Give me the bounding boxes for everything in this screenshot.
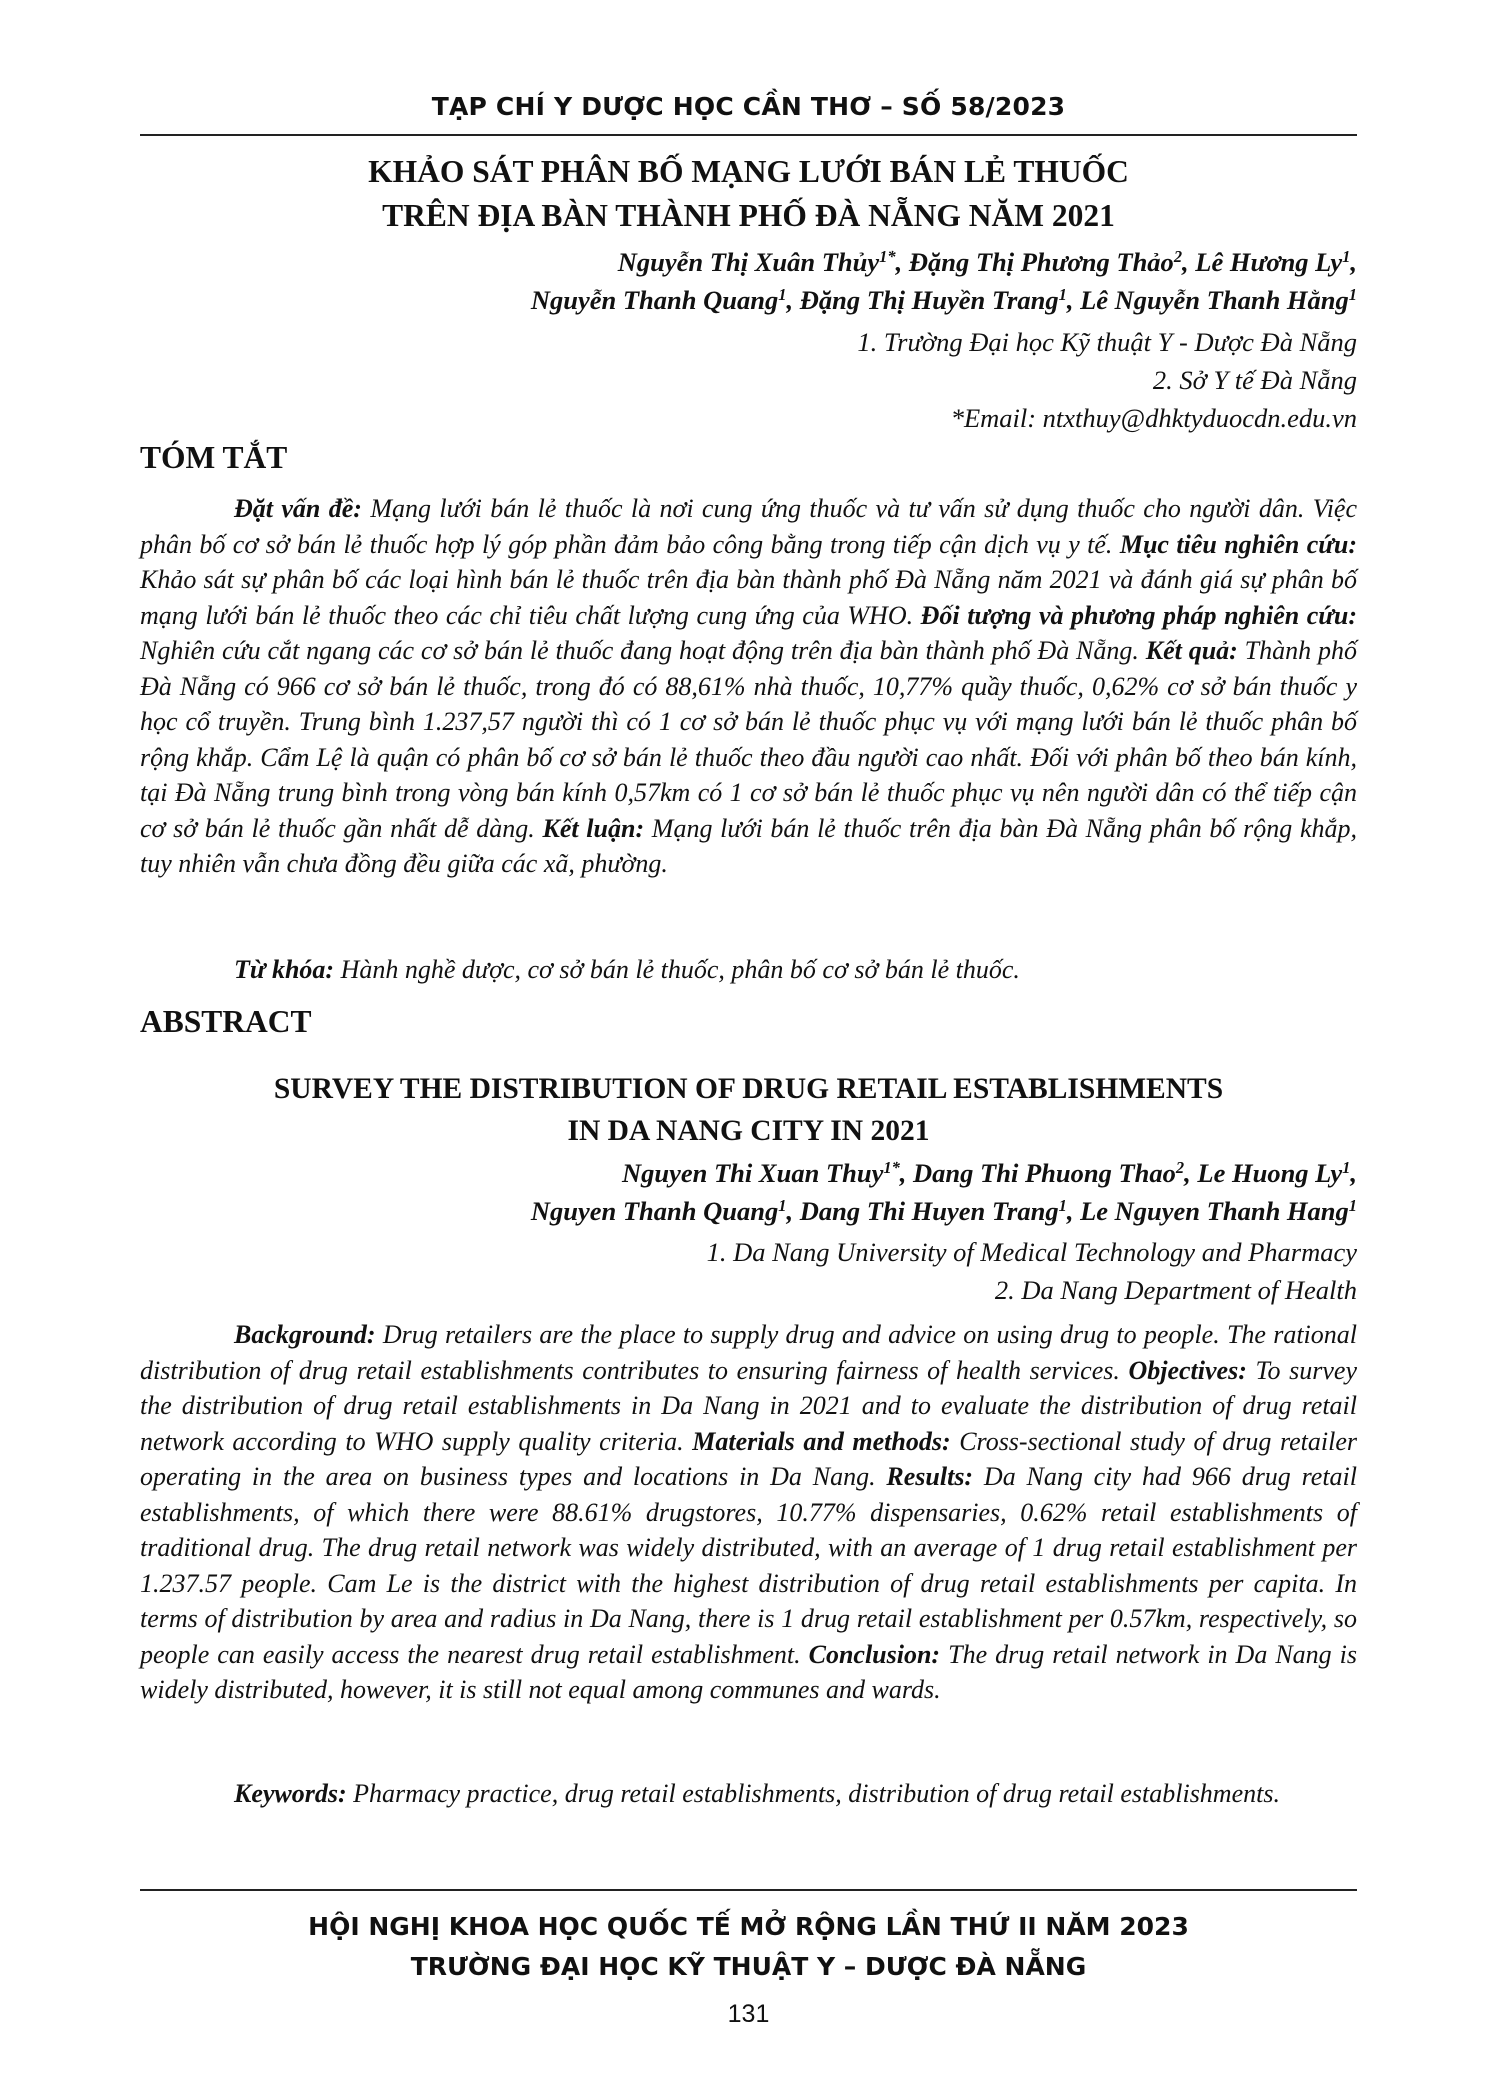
methods-label: Materials and methods:: [692, 1426, 951, 1456]
author-affiliation-mark: 1: [1342, 1157, 1351, 1177]
conclusion-label: Kết luận:: [542, 813, 645, 843]
conclusion-label: Conclusion:: [808, 1639, 941, 1669]
author-affiliation-mark: 1: [1348, 1195, 1357, 1215]
author-affiliation-mark: 1: [778, 284, 787, 304]
en-author-line-2: Nguyen Thanh Quang$^1$, Dang Thi Huyen Trang$^1$, Le Nguyen Thanh Hang$^1$: [530, 1195, 1357, 1226]
keywords-label: Keywords:: [234, 1779, 347, 1808]
footer-line-1: HỘI NGHỊ KHOA HỌC QUỐC TẾ MỞ RỘNG LẦN THỨ II NĂM 2023: [308, 1912, 1189, 1941]
conclusion-text: Mạng lưới bán lẻ thuốc trên địa bàn Đà Nẵng phân bố rộng khắp, tuy nhiên vẫn chưa đồng đều giữa các xã, phường.: [140, 813, 1357, 878]
summary-heading: TÓM TẮT: [140, 440, 288, 475]
author-name: Nguyen Thanh Quang: [530, 1196, 779, 1226]
vietnamese-title: [140, 150, 1357, 238]
results-label: Results:: [886, 1462, 974, 1491]
author-name: Đặng Thị Phương Thảo: [908, 247, 1174, 277]
author-affiliation-mark: 1: [1058, 1195, 1067, 1215]
background-label: Background:: [234, 1320, 376, 1349]
methods-label: Đối tượng và phương pháp nghiên cứu:: [920, 600, 1357, 630]
background-label: Đặt vấn đề:: [234, 494, 362, 523]
en-affiliation-2: 2. Da Nang Department of Health: [994, 1275, 1357, 1305]
vn-summary-paragraph: [140, 491, 1357, 882]
vn-affiliation-2: 2. Sở Y tế Đà Nẵng: [1152, 365, 1357, 395]
header-rule: [140, 134, 1357, 136]
objectives-label: Mục tiêu nghiên cứu:: [1119, 529, 1358, 559]
en-abstract-paragraph: [140, 1317, 1357, 1708]
background-text: Mạng lưới bán lẻ thuốc là nơi cung ứng thuốc và tư vấn sử dụng thuốc cho người dân. Việc phân bố cơ sở bán lẻ thuốc hợp lý góp phần đảm bảo công bằng trong tiếp cận dịch vụ y tế.: [140, 494, 1358, 559]
objectives-text: To survey the distribution of drug retail establishments in Da Nang in 2021 and to evaluate the distribution of drug retail network according to WHO supply quality criteria.: [140, 1355, 1358, 1456]
vn-author-line-1: Nguyễn Thị Xuân Thủy$^{1*}$, Đặng Thị Phương Thảo$^2$, Lê Hương Ly$^1$,: [617, 246, 1357, 277]
author-affiliation-mark: 1: [1348, 284, 1357, 304]
author-affiliation-mark: 1*: [879, 246, 896, 266]
author-affiliation-mark: 1*: [883, 1157, 900, 1177]
en-author-line-1: Nguyen Thi Xuan Thuy$^{1*}$, Dang Thi Phuong Thao$^2$, Le Huong Ly$^1$,: [621, 1157, 1357, 1188]
methods-text: Nghiên cứu cắt ngang các cơ sở bán lẻ thuốc đang hoạt động trên địa bàn thành phố Đà Nẵng.: [140, 636, 1146, 665]
author-name: Nguyễn Thị Xuân Thủy: [617, 247, 880, 277]
background-text: Drug retailers are the place to supply drug and advice on using drug to people. The rational distribution of drug retail establishments contributes to ensuring fairness of health services.: [140, 1320, 1357, 1385]
author-name: Nguyen Thi Xuan Thuy: [621, 1158, 884, 1188]
author-name: Lê Hương Ly: [1195, 247, 1343, 277]
page-number: 131: [727, 2000, 770, 2028]
english-title: [140, 1068, 1357, 1152]
abstract-heading: ABSTRACT: [140, 1004, 312, 1039]
objectives-text: Khảo sát sự phân bố các loại hình bán lẻ thuốc trên địa bàn thành phố Đà Nẵng năm 2021 và đánh giá sự phân bố mạng lưới bán lẻ thuốc theo các chỉ tiêu chất lượng cung ứng của WHO.: [140, 565, 1357, 630]
vn-author-line-2: Nguyễn Thanh Quang$^1$, Đặng Thị Huyền Trang$^1$, Lê Nguyễn Thanh Hằng$^1$: [530, 284, 1357, 315]
keywords-text: Pharmacy practice, drug retail establishments, distribution of drug retail establishments.: [346, 1779, 1280, 1808]
conference-footer: [140, 1907, 1357, 1987]
author-name: Le Huong Ly: [1197, 1158, 1343, 1188]
results-text: Thành phố Đà Nẵng có 966 cơ sở bán lẻ thuốc, trong đó có 88,61% nhà thuốc, 10,77% quầy thuốc, 0,62% cơ sở bán thuốc y học cổ truyền. Trung bình 1.237,57 người thì có 1 cơ sở bán lẻ thuốc phục vụ với mạng lưới bán lẻ thuốc phân bố rộng khắp. Cẩm Lệ là quận có phân bố cơ sở bán lẻ thuốc theo đầu người cao nhất. Đối với phân bố theo bán kính, tại Đà Nẵng trung bình trong vòng bán kính 0,57km có 1 cơ sở bán lẻ thuốc phục vụ nên người dân có thể tiếp cận cơ sở bán lẻ thuốc gần nhất dễ dàng.: [140, 636, 1357, 843]
author-name: Lê Nguyễn Thanh Hằng: [1080, 285, 1349, 315]
author-affiliation-mark: 1: [778, 1195, 787, 1215]
journal-header: TẠP CHÍ Y DƯỢC HỌC CẦN THƠ – SỐ 58/2023: [431, 92, 1066, 121]
footer-line-2: TRƯỜNG ĐẠI HỌC KỸ THUẬT Y – DƯỢC ĐÀ NẴNG: [410, 1952, 1087, 1981]
author-name: Dang Thi Phuong Thao: [913, 1158, 1176, 1188]
vn-keywords: [140, 952, 1357, 988]
author-affiliation-mark: 2: [1175, 1157, 1185, 1177]
corresponding-email: *Email: ntxthuy@dhktyduocdn.edu.vn: [950, 403, 1357, 433]
author-name: Dang Thi Huyen Trang: [799, 1196, 1059, 1226]
methods-text: Cross-sectional study of drug retailer operating in the area on business types and locations in Da Nang.: [140, 1426, 1357, 1491]
en-keywords: [140, 1776, 1357, 1812]
author-name: Nguyễn Thanh Quang: [530, 285, 779, 315]
english-title-line-1: SURVEY THE DISTRIBUTION OF DRUG RETAIL ESTABLISHMENTS: [273, 1073, 1224, 1105]
keywords-label: Từ khóa:: [234, 955, 335, 984]
vietnamese-title-line-1: KHẢO SÁT PHÂN BỐ MẠNG LƯỚI BÁN LẺ THUỐC: [368, 154, 1129, 189]
keywords-text: Hành nghề dược, cơ sở bán lẻ thuốc, phân bố cơ sở bán lẻ thuốc.: [334, 955, 1020, 984]
conclusion-text: The drug retail network in Da Nang is widely distributed, however, it is still not equal among communes and wards.: [140, 1639, 1357, 1704]
author-affiliation-mark: 1: [1342, 246, 1351, 266]
author-affiliation-mark: 2: [1173, 246, 1183, 266]
author-name: Le Nguyen Thanh Hang: [1080, 1196, 1349, 1226]
author-affiliation-mark: 1: [1058, 284, 1067, 304]
vietnamese-title-line-2: TRÊN ĐỊA BÀN THÀNH PHỐ ĐÀ NẴNG NĂM 2021: [382, 198, 1115, 233]
footer-rule: [140, 1889, 1357, 1891]
vn-affiliation-1: 1. Trường Đại học Kỹ thuật Y - Dược Đà Nẵng: [857, 327, 1357, 357]
en-affiliation-1: 1. Da Nang University of Medical Technology and Pharmacy: [706, 1237, 1357, 1267]
results-label: Kết quả:: [1145, 636, 1238, 665]
english-title-line-2: IN DA NANG CITY IN 2021: [567, 1115, 930, 1147]
author-name: Đặng Thị Huyền Trang: [799, 285, 1059, 315]
objectives-label: Objectives:: [1128, 1355, 1247, 1385]
results-text: Da Nang city had 966 drug retail establishments, of which there were 88.61% drugstores, 10.77% dispensaries, 0.62% retail establishments of traditional drug. The drug retail network was widely distributed, with an average of 1 drug retail establishment per 1.237.57 people. Cam Le is the district with the highest distribution of drug retail establishments per capita. In terms of distribution by area and radius in Da Nang, there is 1 drug retail establishment per 0.57km, respectively, so people can easily access the nearest drug retail establishment.: [140, 1462, 1357, 1669]
